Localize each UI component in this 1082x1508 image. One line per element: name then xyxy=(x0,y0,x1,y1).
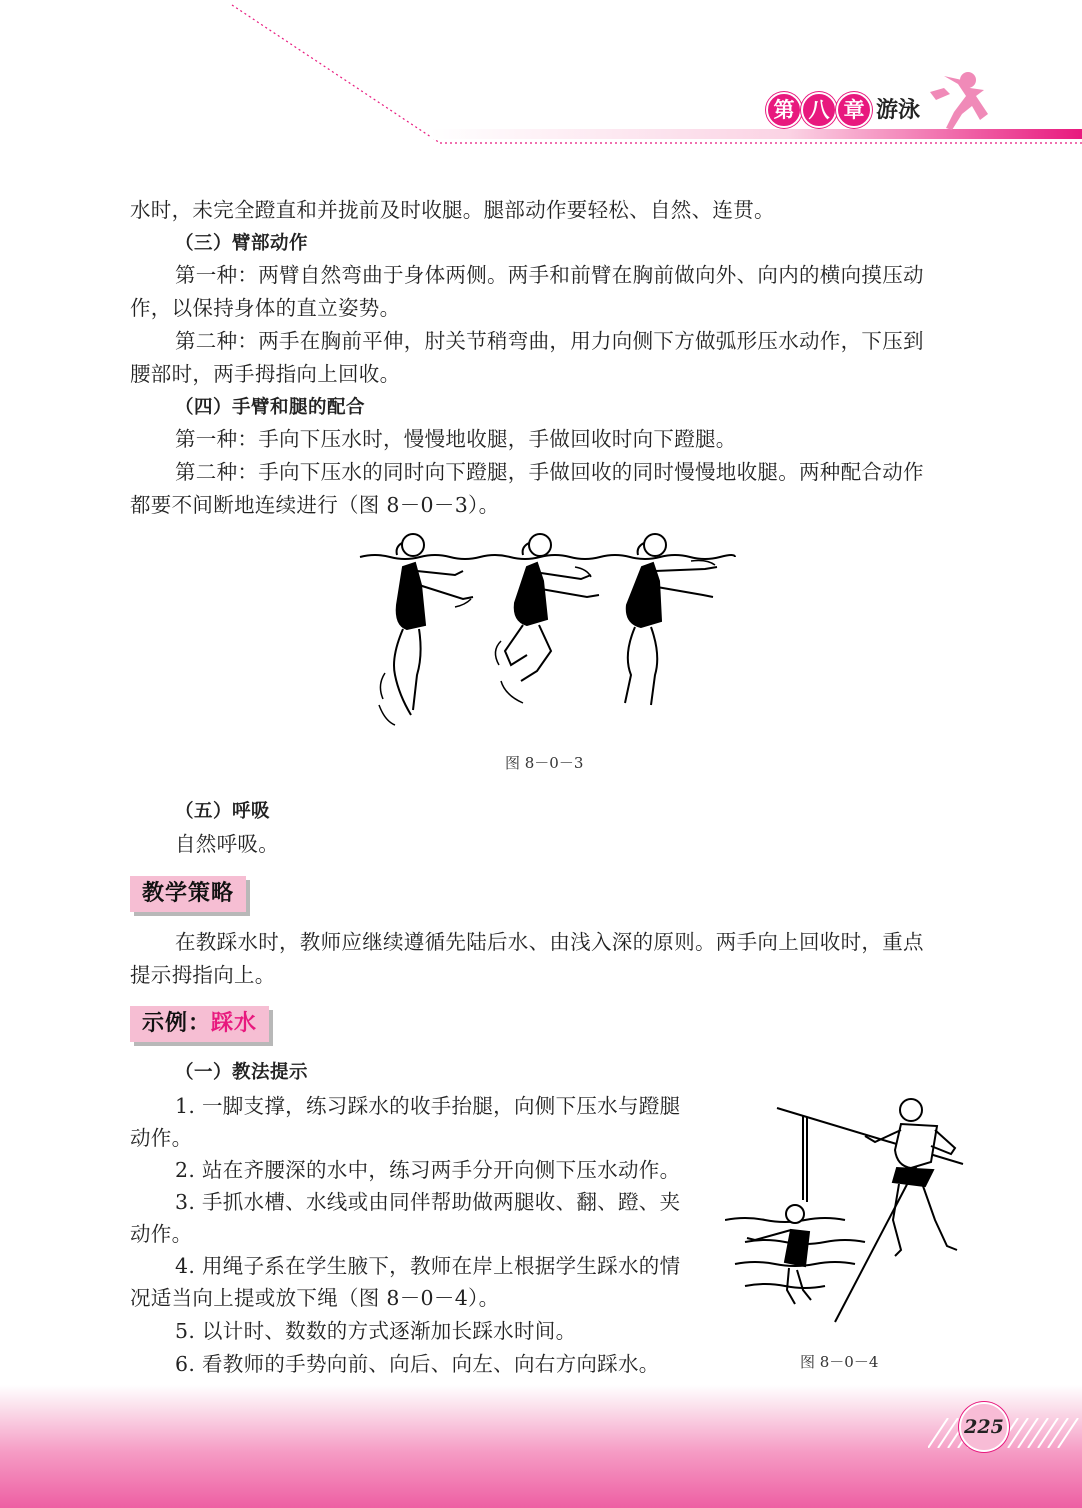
tip-item-3b: 动作。 xyxy=(130,1222,193,1246)
figure-caption-8-0-3: 图 8－0－3 xyxy=(505,754,584,772)
chapter-title: 游泳 xyxy=(876,97,921,123)
paragraph-arm-1a: 第一种：两臂自然弯曲于身体两侧。两手和前臂在胸前做向外、向内的横向摸压动 xyxy=(175,263,924,287)
section-label-example xyxy=(130,1006,269,1042)
footer-band xyxy=(0,1385,1082,1508)
section-label-teaching-strategy: 教学策略 xyxy=(130,876,246,912)
paragraph-breathing: 自然呼吸。 xyxy=(175,832,279,856)
example-label-topic: 踩水 xyxy=(211,1011,258,1036)
tip-item-6: 6. 看教师的手势向前、向后、向左、向右方向踩水。 xyxy=(175,1352,660,1376)
figure-treading-water-sequence xyxy=(355,525,740,735)
paragraph-coord-1: 第一种：手向下压水时，慢慢地收腿，手做回收时向下蹬腿。 xyxy=(175,427,737,451)
heading-teaching-tips: （一）教法提示 xyxy=(175,1062,309,1083)
tip-item-5: 5. 以计时、数数的方式逐渐加长踩水时间。 xyxy=(175,1319,577,1343)
header-decoration xyxy=(0,0,1082,160)
paragraph-coord-2a: 第二种：手向下压水的同时向下蹬腿，手做回收的同时慢慢地收腿。两种配合动作 xyxy=(175,460,924,484)
heading-arm-movement: （三）臂部动作 xyxy=(175,233,309,254)
example-label-prefix: 示例： xyxy=(142,1011,212,1036)
figure-caption-8-0-4: 图 8－0－4 xyxy=(800,1353,879,1371)
paragraph-arm-2b: 腰部时，两手拇指向上回收。 xyxy=(130,362,401,386)
paragraph-arm-2a: 第二种：两手在胸前平伸，肘关节稍弯曲，用力向侧下方做弧形压水动作，下压到 xyxy=(175,329,924,353)
tip-item-1b: 动作。 xyxy=(130,1126,193,1150)
heading-coordination: （四）手臂和腿的配合 xyxy=(175,397,366,418)
chapter-char-2: 八 xyxy=(801,92,837,128)
heading-breathing: （五）呼吸 xyxy=(175,801,271,822)
page-number: 225 xyxy=(959,1402,1009,1452)
paragraph-arm-1b: 作，以保持身体的直立姿势。 xyxy=(130,296,401,320)
tip-item-4a: 4. 用绳子系在学生腋下，教师在岸上根据学生踩水的情 xyxy=(175,1254,681,1278)
paragraph-coord-2b: 都要不间断地连续进行（图 8－0－3）。 xyxy=(130,493,500,517)
paragraph-strategy-a: 在教踩水时，教师应继续遵循先陆后水、由浅入深的原则。两手向上回收时，重点 xyxy=(175,930,924,954)
tip-item-4b: 况适当向上提或放下绳（图 8－0－4）。 xyxy=(130,1286,500,1310)
tip-item-3a: 3. 手抓水槽、水线或由同伴帮助做两腿收、翻、蹬、夹 xyxy=(175,1190,681,1214)
paragraph-strategy-b: 提示拇指向上。 xyxy=(130,963,276,987)
chapter-char-1: 第 xyxy=(766,92,802,128)
figure-teacher-rope-assist xyxy=(725,1090,975,1330)
chapter-char-3: 章 xyxy=(836,92,872,128)
tip-item-1a: 1. 一脚支撑，练习踩水的收手抬腿，向侧下压水与蹬腿 xyxy=(175,1094,681,1118)
runner-icon xyxy=(930,72,988,130)
tip-item-2: 2. 站在齐腰深的水中，练习两手分开向侧下压水动作。 xyxy=(175,1158,681,1182)
paragraph-leg-continuation: 水时，未完全蹬直和并拢前及时收腿。腿部动作要轻松、自然、连贯。 xyxy=(130,198,775,222)
